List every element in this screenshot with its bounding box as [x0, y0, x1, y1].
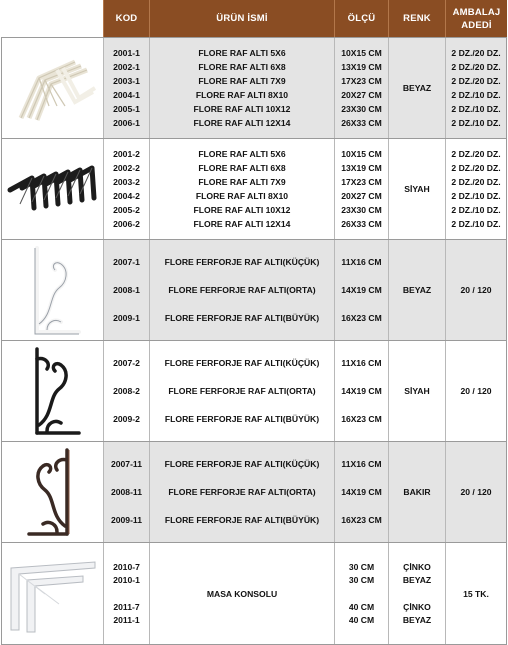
- console-bracket-icon: [5, 554, 101, 634]
- table-row: [1, 441, 507, 542]
- product-name: FLORE RAF ALTI 12X14: [193, 118, 291, 128]
- product-name: FLORE FERFORJE RAF ALTI(ORTA): [168, 487, 316, 497]
- code-cell: 2004-2: [113, 191, 140, 201]
- white-plastic-bracket-icon: [5, 48, 101, 128]
- code-cell: 2010-1: [113, 574, 140, 585]
- size-cell: 13X19 CM: [341, 62, 382, 72]
- product-image-copper-wrought-iron: [1, 442, 103, 542]
- code-cell: 2006-2: [113, 219, 140, 229]
- code-cell: 2001-1: [113, 48, 140, 58]
- size-cell: 11X16 CM: [341, 358, 382, 368]
- color-cell: ÇİNKO: [403, 601, 431, 612]
- code-cell: 2008-11: [110, 487, 143, 497]
- size-cell: 14X19 CM: [341, 386, 382, 396]
- product-image-white-plastic-brackets: [1, 38, 103, 138]
- color-cell: ÇİNKO: [403, 561, 431, 572]
- table-row: [1, 37, 507, 138]
- pack-cell: 2 DZ./20 DZ.: [451, 177, 501, 187]
- pack-cell: 20 / 120: [460, 386, 492, 396]
- product-name: FLORE RAF ALTI 10X12: [193, 205, 291, 215]
- size-cell: 16X23 CM: [341, 313, 382, 323]
- color-cell: BEYAZ: [402, 285, 432, 295]
- code-cell: 2009-11: [110, 515, 143, 525]
- color-cell: BEYAZ: [402, 614, 432, 625]
- color-cell: BEYAZ: [402, 83, 432, 93]
- size-cell: 26X33 CM: [341, 219, 382, 229]
- header-urun-ismi: ÜRÜN İSMİ: [149, 0, 334, 37]
- pack-cell: 2 DZ./10 DZ.: [451, 90, 501, 100]
- header-renk: RENK: [388, 0, 445, 37]
- product-name: FLORE RAF ALTI 8X10: [195, 90, 289, 100]
- product-name: FLORE FERFORJE RAF ALTI(ORTA): [168, 386, 316, 396]
- black-scroll-bracket-icon: [23, 345, 83, 437]
- pack-cell: 20 / 120: [460, 487, 492, 497]
- code-cell: 2011-7: [113, 601, 140, 612]
- size-cell: 16X23 CM: [341, 515, 382, 525]
- code-cell: 2009-1: [113, 313, 140, 323]
- product-name: FLORE RAF ALTI 8X10: [195, 191, 289, 201]
- size-cell: 11X16 CM: [341, 459, 382, 469]
- product-name: FLORE RAF ALTI 7X9: [198, 76, 286, 86]
- size-cell: 16X23 CM: [341, 414, 382, 424]
- pack-cell: 2 DZ./20 DZ.: [451, 149, 501, 159]
- code-cell: 2007-1: [113, 257, 140, 267]
- size-cell: 13X19 CM: [341, 163, 382, 173]
- product-name: FLORE RAF ALTI 5X6: [198, 149, 286, 159]
- size-cell: 30 CM: [348, 574, 375, 585]
- product-name: FLORE RAF ALTI 6X8: [198, 163, 286, 173]
- product-name: MASA KONSOLU: [206, 588, 278, 599]
- product-name: FLORE FERFORJE RAF ALTI(BÜYÜK): [164, 313, 320, 323]
- code-cell: 2010-7: [113, 561, 140, 572]
- size-cell: 17X23 CM: [341, 177, 382, 187]
- pack-cell: 20 / 120: [460, 285, 492, 295]
- product-name: FLORE RAF ALTI 5X6: [198, 48, 286, 58]
- code-cell: 2006-1: [113, 118, 140, 128]
- product-name: FLORE FERFORJE RAF ALTI(KÜÇÜK): [164, 459, 320, 469]
- product-name: FLORE FERFORJE RAF ALTI(KÜÇÜK): [164, 358, 320, 368]
- code-cell: 2003-2: [113, 177, 140, 187]
- size-cell: 10X15 CM: [341, 149, 382, 159]
- table-row: [1, 340, 507, 441]
- pack-cell: 15 TK.: [463, 588, 489, 599]
- size-cell: 14X19 CM: [341, 487, 382, 497]
- header-ambalaj-line2: ADEDİ: [461, 19, 492, 31]
- copper-scroll-bracket-icon: [23, 446, 83, 538]
- code-cell: 2009-2: [113, 414, 140, 424]
- product-image-white-wrought-iron: [1, 240, 103, 340]
- table-row: [1, 239, 507, 340]
- product-name: FLORE FERFORJE RAF ALTI(KÜÇÜK): [164, 257, 320, 267]
- product-catalog-table: [1, 0, 507, 645]
- table-row: [1, 138, 507, 239]
- color-cell: BEYAZ: [402, 574, 432, 585]
- header-ambalaj-adedi: [445, 0, 507, 37]
- pack-cell: 2 DZ./20 DZ.: [451, 48, 501, 58]
- color-cell: SİYAH: [404, 184, 430, 194]
- size-cell: 30 CM: [348, 561, 375, 572]
- table-header: [1, 0, 507, 37]
- black-plastic-bracket-icon: [4, 154, 102, 224]
- size-cell: 23X30 CM: [341, 104, 382, 114]
- product-name: FLORE FERFORJE RAF ALTI(BÜYÜK): [164, 515, 320, 525]
- product-name: FLORE FERFORJE RAF ALTI(ORTA): [168, 285, 316, 295]
- size-cell: 26X33 CM: [341, 118, 382, 128]
- header-kod: KOD: [103, 0, 149, 37]
- code-cell: 2005-1: [113, 104, 140, 114]
- size-cell: 20X27 CM: [341, 191, 382, 201]
- header-image-column: [1, 0, 103, 37]
- code-cell: 2007-2: [113, 358, 140, 368]
- size-cell: 40 CM: [348, 614, 375, 625]
- product-image-black-wrought-iron: [1, 341, 103, 441]
- product-name: FLORE RAF ALTI 6X8: [198, 62, 286, 72]
- pack-cell: 2 DZ./10 DZ.: [451, 191, 501, 201]
- code-cell: 2008-2: [113, 386, 140, 396]
- product-image-black-plastic-brackets: [1, 139, 103, 239]
- code-cell: 2002-1: [113, 62, 140, 72]
- pack-cell: 2 DZ./10 DZ.: [451, 104, 501, 114]
- product-image-table-console: [1, 543, 103, 644]
- size-cell: 23X30 CM: [341, 205, 382, 215]
- code-cell: 2004-1: [113, 90, 140, 100]
- pack-cell: 2 DZ./20 DZ.: [451, 76, 501, 86]
- code-cell: 2005-2: [113, 205, 140, 215]
- product-name: FLORE RAF ALTI 7X9: [198, 177, 286, 187]
- product-name: FLORE FERFORJE RAF ALTI(BÜYÜK): [164, 414, 320, 424]
- pack-cell: 2 DZ./20 DZ.: [451, 163, 501, 173]
- white-scroll-bracket-icon: [23, 244, 83, 336]
- table-row: [1, 542, 507, 645]
- pack-cell: 2 DZ./10 DZ.: [451, 205, 501, 215]
- size-cell: 40 CM: [348, 601, 375, 612]
- size-cell: 10X15 CM: [341, 48, 382, 58]
- color-cell: SİYAH: [404, 386, 430, 396]
- color-cell: BAKIR: [403, 487, 431, 497]
- code-cell: 2002-2: [113, 163, 140, 173]
- code-cell: 2001-2: [113, 149, 140, 159]
- pack-cell: 2 DZ./10 DZ.: [451, 118, 501, 128]
- size-cell: 20X27 CM: [341, 90, 382, 100]
- pack-cell: 2 DZ./10 DZ.: [451, 219, 501, 229]
- size-cell: 14X19 CM: [341, 285, 382, 295]
- size-cell: 11X16 CM: [341, 257, 382, 267]
- header-olcu: ÖLÇÜ: [334, 0, 388, 37]
- product-name: FLORE RAF ALTI 10X12: [193, 104, 291, 114]
- size-cell: 17X23 CM: [341, 76, 382, 86]
- code-cell: 2011-1: [113, 614, 140, 625]
- code-cell: 2003-1: [113, 76, 140, 86]
- code-cell: 2007-11: [110, 459, 143, 469]
- header-ambalaj-line1: AMBALAJ: [452, 6, 501, 18]
- product-name: FLORE RAF ALTI 12X14: [193, 219, 291, 229]
- pack-cell: 2 DZ./20 DZ.: [451, 62, 501, 72]
- code-cell: 2008-1: [113, 285, 140, 295]
